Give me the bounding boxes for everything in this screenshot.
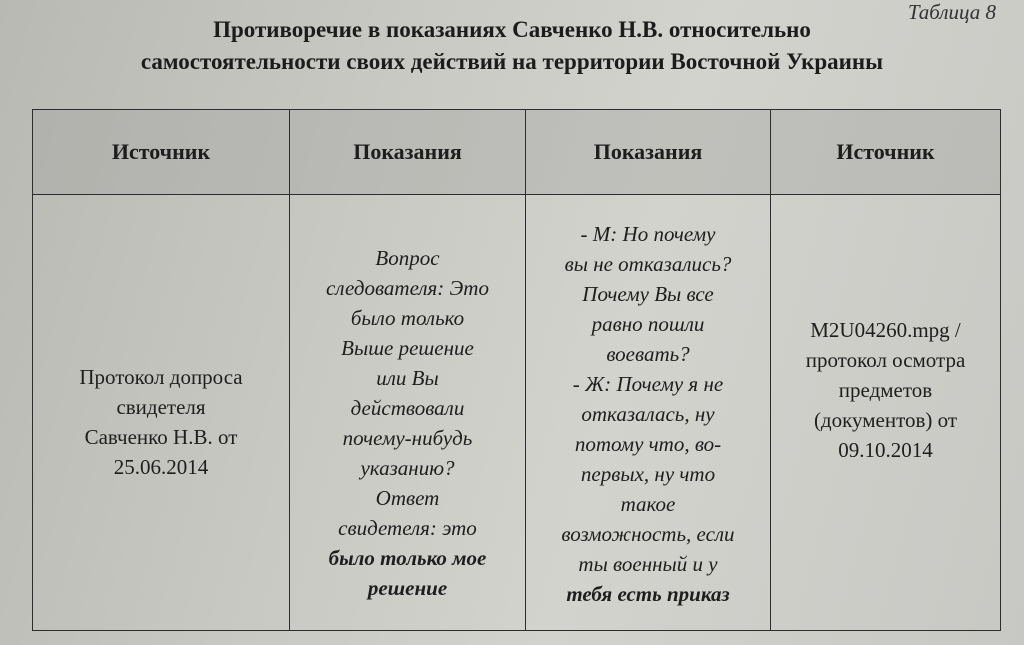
cell-line: Вопрос [375,245,440,270]
cell-line: возможность, если [561,521,735,546]
table-row [33,195,1001,631]
cell-line: ты военный и у [578,551,718,576]
cell-line: - Ж: Почему я не [572,371,724,396]
header-source-2: Источник [771,110,1001,195]
cell-line: (документов) от [813,407,958,432]
table-header-row [33,110,1001,195]
cell-testimony-2 [526,195,771,631]
cell-line: предметов [838,377,933,402]
title-line: Противоречие в показаниях Савченко Н.В. относительно [213,17,811,42]
cell-line: было только [350,305,465,330]
cell-line: Выше решение [341,335,474,360]
cell-line: 09.10.2014 [838,437,933,462]
testimony-table [32,109,1001,631]
cell-line: действовали [350,395,465,420]
cell-testimony-1 [290,195,526,631]
cell-line: решение [367,575,448,600]
cell-line: почему-нибудь [342,425,473,450]
cell-line: Савченко Н.В. от [84,424,238,449]
cell-line: свидетеля: это [338,515,477,540]
header-testimony-1: Показания [290,110,526,195]
cell-line: M2U04260.mpg / [810,317,961,342]
header-testimony-2: Показания [526,110,771,195]
cell-line: первых, ну что [580,461,716,486]
cell-source-2 [771,195,1001,631]
cell-line: свидетеля [116,394,206,419]
cell-line: Ответ [375,485,440,510]
cell-line: отказалась, ну [581,401,715,426]
cell-line: такое [620,491,676,516]
table-number: Таблица 8 [907,0,996,24]
cell-line: воевать? [606,341,690,366]
page-title [0,14,1024,78]
cell-line: или Вы [376,365,439,390]
cell-source-1 [33,195,290,631]
cell-line: Почему Вы все [582,281,714,306]
cell-line: вы не отказались? [564,251,732,276]
cell-line: - М: Но почему [580,221,716,246]
cell-line: протокол осмотра [805,347,966,372]
cell-line: тебя есть приказ [566,581,730,606]
cell-line: Протокол допроса [79,364,243,389]
cell-line: указанию? [360,455,455,480]
header-source-1: Источник [33,110,290,195]
cell-line: 25.06.2014 [113,454,209,479]
cell-line: было только мое [328,545,487,570]
cell-line: потому что, во- [574,431,722,456]
cell-line: равно пошли [591,311,705,336]
title-line: самостоятельности своих действий на территории Восточной Украины [140,49,884,74]
cell-line: следователя: Это [326,275,489,300]
